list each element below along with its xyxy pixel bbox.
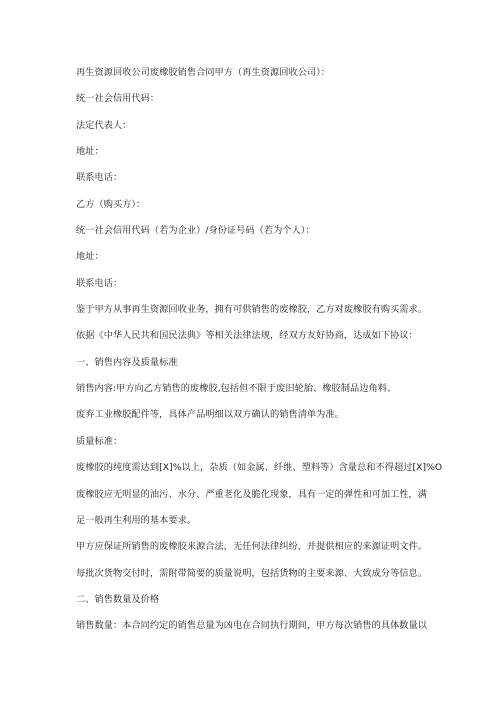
party-b-id-label: 统一社会信用代码（若为企业）/身份证号码（若为个人）： (76, 225, 315, 237)
sales-content-line-1: 销售内容:甲方向乙方销售的废橡胶,包括但不限于废旧轮胎、橡胶制品边角料、 (76, 383, 397, 395)
preamble-paragraph: 鉴于甲方从事再生资源回收业务，拥有可供销售的废橡胶，乙方对废橡胶有购买需求。 (76, 304, 428, 316)
party-b-heading: 乙方（购买方）： (76, 198, 146, 210)
section-1-heading: 一、销售内容及质量标准 (76, 356, 178, 368)
contract-title-line: 再生资源回收公司废橡胶销售合同甲方（再生资源回收公司）： (76, 67, 331, 78)
quality-condition-line-1: 废橡胶应无明显的油污、水分、严重老化及脆化现象，具有一定的弹性和可加工性，满 (76, 488, 428, 500)
legal-source-line: 甲方应保证所销售的废橡胶来源合法，无任何法律纠纷，并提供相应的来源证明文件。 (76, 541, 428, 553)
section-2-heading: 二、销售数量及价格 (76, 593, 160, 605)
party-a-address-label: 地址： (76, 146, 104, 158)
party-a-legal-rep-label: 法定代表人： (76, 119, 132, 131)
quality-condition-line-2: 足一般再生利用的基本要求。 (76, 514, 197, 526)
quality-note-line: 每批次货物交付时，需附带简要的质量说明，包括货物的主要来源、大致成分等信息。 (76, 567, 428, 579)
quality-purity-line: 废橡胶的纯度需达到[X]%以上，杂质（如金属、纤维、塑料等）含量总和不得超过[X]%O (76, 462, 443, 474)
party-a-phone-label: 联系电话： (76, 172, 123, 184)
party-b-address-label: 地址： (76, 251, 104, 263)
party-a-credit-code-label: 统一社会信用代码： (76, 93, 160, 105)
legal-basis-paragraph: 依据《中华人民共和国民法典》等相关法律法规，经双方友好协商，达成如下协议： (76, 330, 418, 342)
contract-body (76, 66, 443, 646)
sales-quantity-line: 销售数量：本合同约定的销售总量为凶电在合同执行期间，甲方每次销售的具体数量以 (76, 620, 428, 632)
party-b-phone-label: 联系电话： (76, 277, 123, 289)
quality-standard-label: 质量标准： (76, 435, 123, 447)
sales-content-line-2: 废弃工业橡胶配件等，具体产品明细以双方确认的销售清单为准。 (76, 409, 344, 421)
